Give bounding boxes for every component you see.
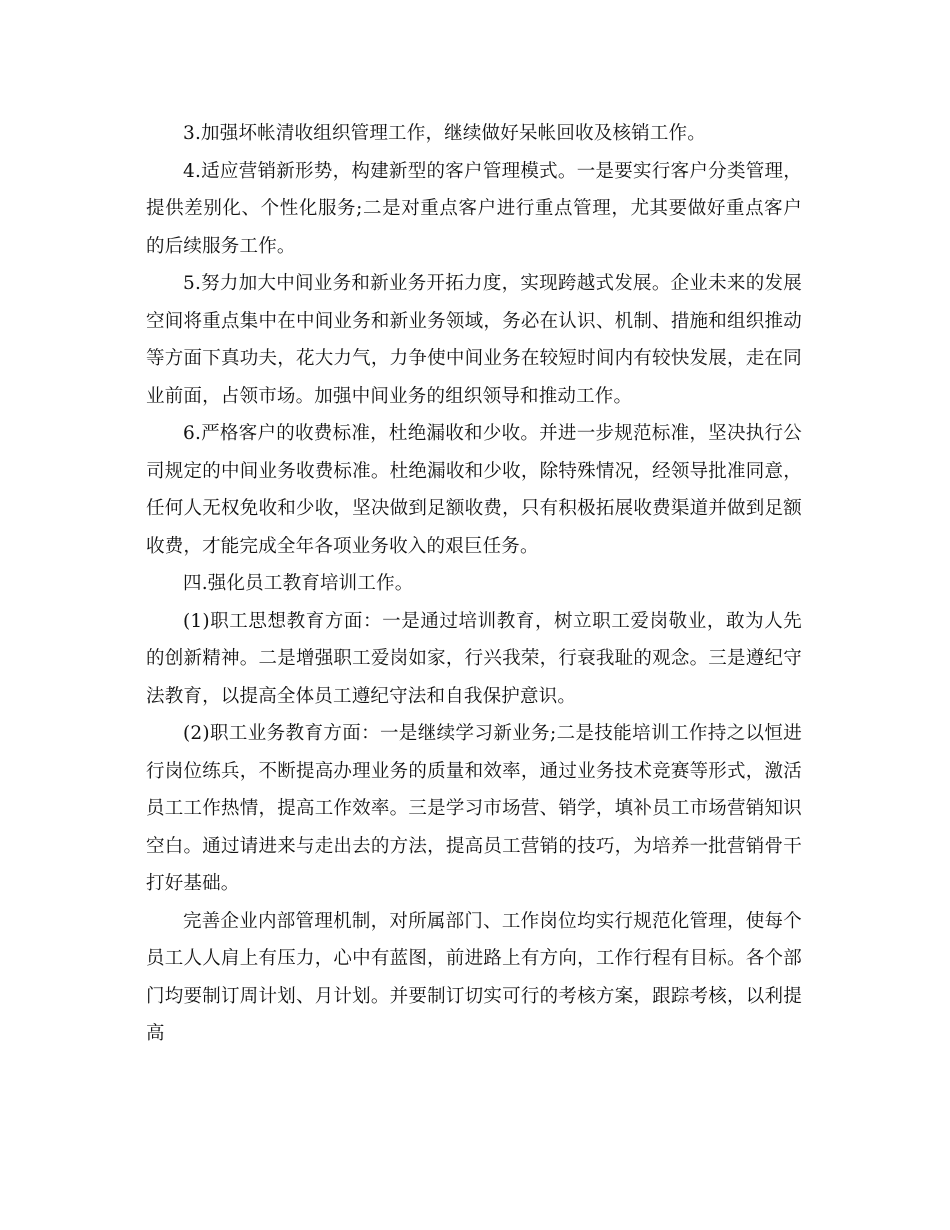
paragraph-item-3: 3.加强坏帐清收组织管理工作，继续做好呆帐回收及核销工作。 [183,123,706,144]
paragraph-business-education: (2)职工业务教育方面：一是继续学习新业务;二是技能培训工作持之以恒进行岗位练兵，不断提高办理业务的质量和效率，通过业务技术竞赛等形式，激活员工工作热情，提高工作效率。三是学习市场营、销学，填补员工市场营销知识空白。通过请进来与走出去的方法，提高员工营销的技巧，为培养一批营销骨干打好基础。 [146,723,802,894]
paragraph-management-mechanism: 完善企业内部管理机制，对所属部门、工作岗位均实行规范化管理，使每个员工人人肩上有压力，心中有蓝图，前进路上有方向，工作行程有目标。各个部门均要制订周计划、月计划。并要制订切实可行的考核方案，跟踪考核，以利提高 [146,910,802,1044]
paragraph-item-5: 5.努力加大中间业务和新业务开拓力度，实现跨越式发展。企业未来的发展空间将重点集中在中间业务和新业务领域，务必在认识、机制、措施和组织推动等方面下真功夫，花大力气，力争使中间业务在较短时间内有较快发展，走在同业前面，占领市场。加强中间业务的组织领导和推动工作。 [146,273,802,407]
paragraph-item-6: 6.严格客户的收费标准，杜绝漏收和少收。并进一步规范标准，坚决执行公司规定的中间业务收费标准。杜绝漏收和少收，除特殊情况，经领导批准同意，任何人无权免收和少收，坚决做到足额收费，只有积极拓展收费渠道并做到足额收费，才能完成全年各项业务收入的艰巨任务。 [146,423,802,557]
document-body [146,115,802,1053]
section-heading-four: 四.强化员工教育培训工作。 [183,573,414,594]
paragraph-item-4: 4.适应营销新形势，构建新型的客户管理模式。一是要实行客户分类管理，提供差别化、个性化服务;二是对重点客户进行重点管理，尤其要做好重点客户的后续服务工作。 [146,160,802,257]
paragraph-ideology-education: (1)职工思想教育方面：一是通过培训教育，树立职工爱岗敬业，敢为人先的创新精神。二是增强职工爱岗如家，行兴我荣，行衰我耻的观念。三是遵纪守法教育，以提高全体员工遵纪守法和自我保护意识。 [146,610,802,707]
